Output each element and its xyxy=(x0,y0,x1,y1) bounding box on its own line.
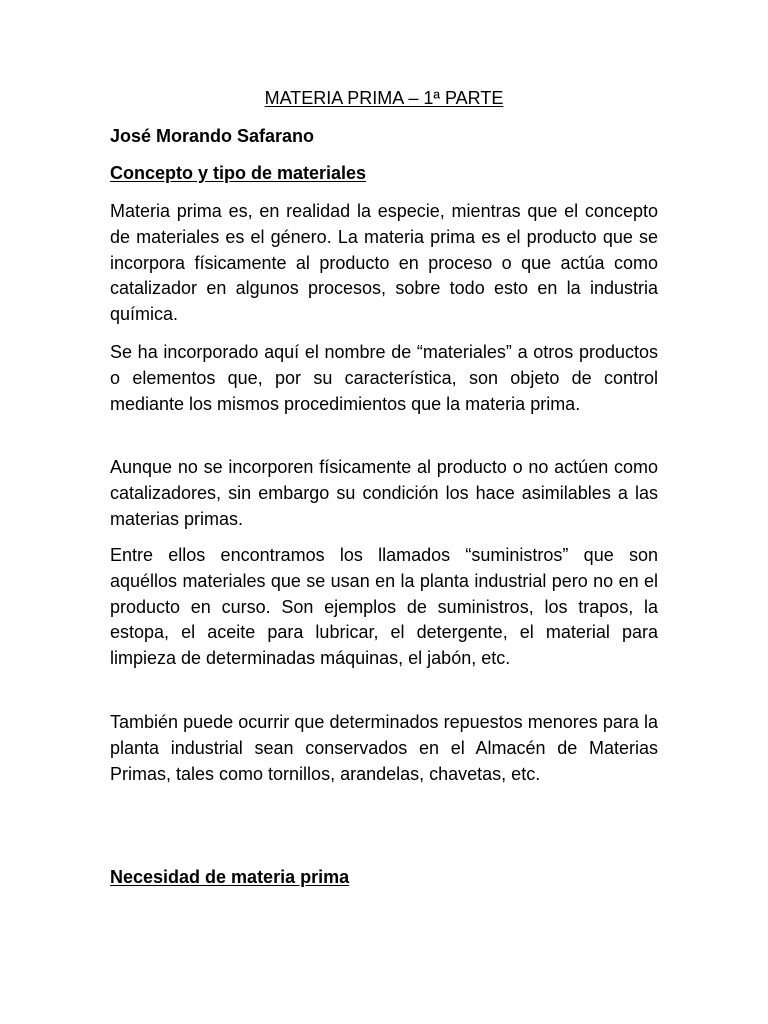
section-heading-concepto: Concepto y tipo de materiales xyxy=(110,163,367,183)
section-heading-necesidad: Necesidad de materia prima xyxy=(110,867,350,887)
paragraph: También puede ocurrir que determinados repuestos menores para la planta industrial sean conservados en el Almacén de Materias Primas, tales como tornillos, arandelas, chavetas, etc. xyxy=(110,712,658,784)
document-title: MATERIA PRIMA – 1ª PARTE xyxy=(264,88,504,108)
paragraph: Entre ellos encontramos los llamados “suministros” que son aquéllos materiales que se usan en la planta industrial pero no en el producto en curso. Son ejemplos de suministros, los trapos, la estopa, el aceite para lubricar, el detergente, el material para limpieza de determinadas máquinas, el jabón, etc. xyxy=(110,545,658,669)
paragraph: Materia prima es, en realidad la especie, mientras que el concepto de materiales es el género. La materia prima es el producto que se incorpora físicamente al producto en proceso o que actúa como catalizador en algunos procesos, sobre todo esto en la industria química. xyxy=(110,201,658,325)
paragraph: Aunque no se incorporen físicamente al producto o no actúen como catalizadores, sin embargo su condición los hace asimilables a las materias primas. xyxy=(110,457,658,529)
author-name: José Morando Safarano xyxy=(110,126,315,146)
paragraph: Se ha incorporado aquí el nombre de “materiales” a otros productos o elementos que, por su característica, son objeto de control mediante los mismos procedimientos que la materia prima. xyxy=(110,342,658,414)
